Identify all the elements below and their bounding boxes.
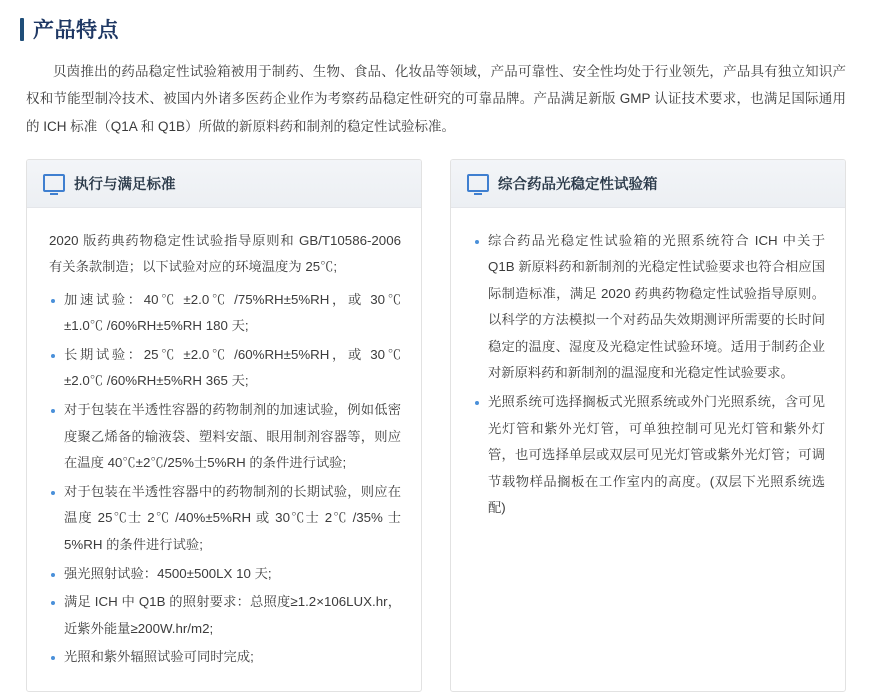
card-standards-body [27,208,421,692]
card-standards-list [49,287,401,671]
card-photostability-body [451,208,845,543]
monitor-icon [467,174,489,192]
list-item: 对于包装在半透性容器的药物制剂的加速试验，例如低密度聚乙烯备的输液袋、塑料安瓿、眼用制剂容器等，则应在温度 40℃±2℃/25%士5%RH 的条件进行试验; [49,397,401,477]
list-item: 加速试验：40℃ ±2.0℃ /75%RH±5%RH，或 30℃ ±1.0℃ /60%RH±5%RH 180 天; [49,287,401,340]
list-item: 光照和紫外辐照试验可同时完成; [49,644,401,671]
card-standards-header [27,160,421,208]
monitor-icon [43,174,65,192]
card-photostability-list [473,228,825,523]
list-item: 综合药品光稳定性试验箱的光照系统符合 ICH 中关于 Q1B 新原料药和新制剂的光稳定性试验要求也符合相应国际制造标准，满足 2020 药典药物稳定性试验指导原则。以科学的方法模拟一个对药品失效期测评所需要的长时间稳定的温度、湿度及光稳定性试验环境。适用于制药企业对新原料药和新制剂的温湿度和光稳定性试验要求。 [473,228,825,388]
list-item: 对于包装在半透性容器中的药物制剂的长期试验，则应在温度 25℃士 2℃ /40%±5%RH 或 30℃士 2℃ /35% 士 5%RH 的条件进行试验; [49,479,401,559]
list-item: 长期试验：25℃ ±2.0℃ /60%RH±5%RH，或 30℃ ±2.0℃ /60%RH±5%RH 365 天; [49,342,401,395]
list-item: 强光照射试验：4500±500LX 10 天; [49,561,401,588]
card-photostability-header [451,160,845,208]
list-item: 满足 ICH 中 Q1B 的照射要求：总照度≥1.2×106LUX.hr，近紫外能量≥200W.hr/m2; [49,589,401,642]
list-item: 光照系统可选择搁板式光照系统或外门光照系统，含可见光灯管和紫外光灯管，可单独控制可见光灯管和紫外灯管，也可选择单层或双层可见光灯管或紫外光灯管；可调节载物样品搁板在工作室内的高度。(双层下光照系统选配) [473,389,825,522]
intro-paragraph: 贝茵推出的药品稳定性试验箱被用于制药、生物、食品、化妆品等领域，产品可靠性、安全性均处于行业领先，产品具有独立知识产权和节能型制冷技术、被国内外诸多医药企业作为考察药品稳定性研究的可靠品牌。产品满足新版 GMP 认证技术要求，也满足国际通用的 ICH 标准（Q1A 和 Q1B）所做的新原料药和制剂的稳定性试验标准。 [26,63,846,134]
title-accent-bar [20,18,24,41]
card-standards-lead: 2020 版药典药物稳定性试验指导原则和 GB/T10586-2006 有关条款制造；以下试验对应的环境温度为 25℃; [49,232,401,275]
card-standards [26,159,422,693]
card-photostability-title: 综合药品光稳定性试验箱 [498,176,658,193]
page-title [14,14,856,44]
title-text: 产品特点 [33,19,119,42]
card-standards-title: 执行与满足标准 [74,176,176,193]
product-features-page [0,14,870,694]
card-photostability-chamber [450,159,846,693]
cards-container [14,159,856,693]
